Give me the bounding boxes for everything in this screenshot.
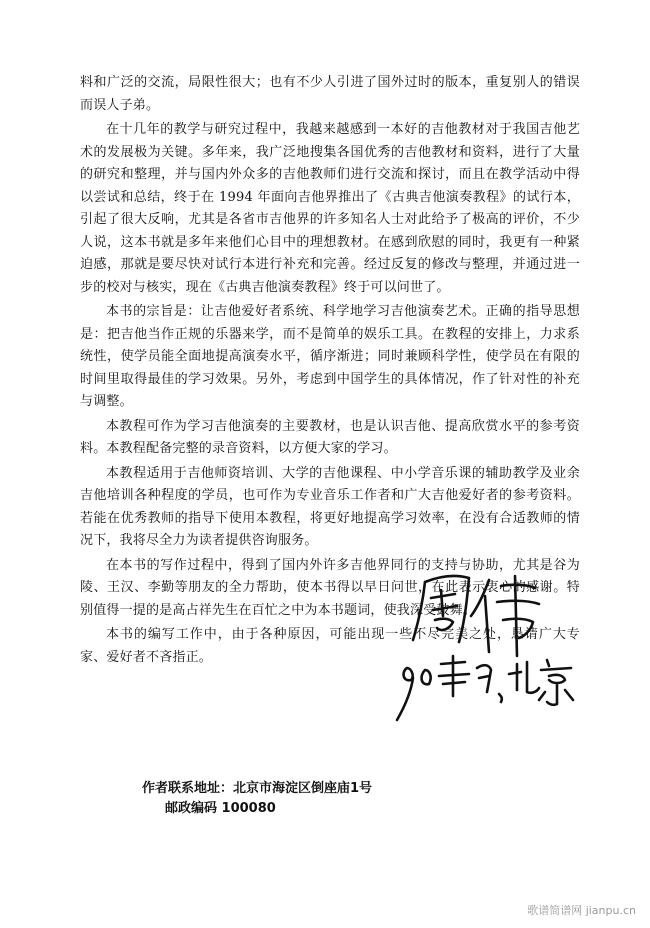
- paragraph-usage: 本教程可作为学习吉他演奏的主要教材，也是认识吉他、提高欣赏水平的参考资料。本教程配备完整的录音资料，以方便大家的学习。: [80, 418, 580, 456]
- contact-address: 作者联系地址：北京市海淀区倒座庙1号: [142, 781, 373, 796]
- paragraph-research: 在十几年的教学与研究过程中，我越来越感到一本好的吉他教材对于我国吉他艺术的发展极为关键。多年来，我广泛地搜集各国优秀的吉他教材和资料，进行了大量的研究和整理，并与国内外众多的吉他教师们进行交流和探讨，而且在教学活动中得以尝试和总结，终于在 1994 年面向吉他界推出了《古典吉他演奏教程》的试行本，引起了很大反响，尤其是各省市吉他界的许多知名人士对此给予了极高的评价，不少人说，这本书就是多年来他们心目中的理想教材。在感到欣慰的同时，我更有一种紧迫感，那就是要尽快对试行本进行补充和完善。经过反复的修改与整理，并通过进一步的校对与核实，现在《古典吉他演奏教程》终于可以问世了。: [80, 122, 580, 295]
- paragraph-continuation: 料和广泛的交流，局限性很大；也有不少人引进了国外过时的版本，重复别人的错误而误人子弟。: [80, 75, 580, 113]
- contact-postal-code: 邮政编码 100080: [165, 801, 276, 816]
- paragraph-audience: 本教程适用于吉他师资培训、大学的吉他课程、中小学音乐课的辅助教学及业余吉他培训各种程度的学员，也可作为专业音乐工作者和广大吉他爱好者的参考资料。若能在优秀教师的指导下使用本教程，将更好地提高学习效率，在没有合适教师的情况下，我将尽全力为读者提供咨询服务。: [80, 465, 580, 548]
- paragraph-closing: 本书的编写工作中，由于各种原因，可能出现一些不尽完美之处，恳请广大专家、爱好者不吝指正。: [80, 627, 580, 665]
- paragraph-purpose: 本书的宗旨是：让吉他爱好者系统、科学地学习吉他演奏艺术。正确的指导思想是：把吉他当作正规的乐器来学，而不是简单的娱乐工具。在教程的安排上，力求系统性，使学员能全面地提高演奏水平，循序渐进；同时兼顾科学性，使学员在有限的时间里取得最佳的学习效果。另外，考虑到中国学生的具体情况，作了针对性的补充与调整。: [80, 304, 580, 409]
- paragraph-thanks: 在本书的写作过程中，得到了国内外许多吉他界同行的支持与协助，尤其是谷为陵、王汉、李勤等朋友的全力帮助，使本书得以早日问世，在此表示衷心的感谢。特别值得一提的是高占祥先生在百忙之中为本书题词，使我深受鼓舞。: [80, 557, 580, 618]
- author-contact: [142, 779, 372, 819]
- handwritten-signature: [385, 560, 595, 740]
- site-watermark: 歌谱简谱网 jianpu.cn: [527, 904, 636, 917]
